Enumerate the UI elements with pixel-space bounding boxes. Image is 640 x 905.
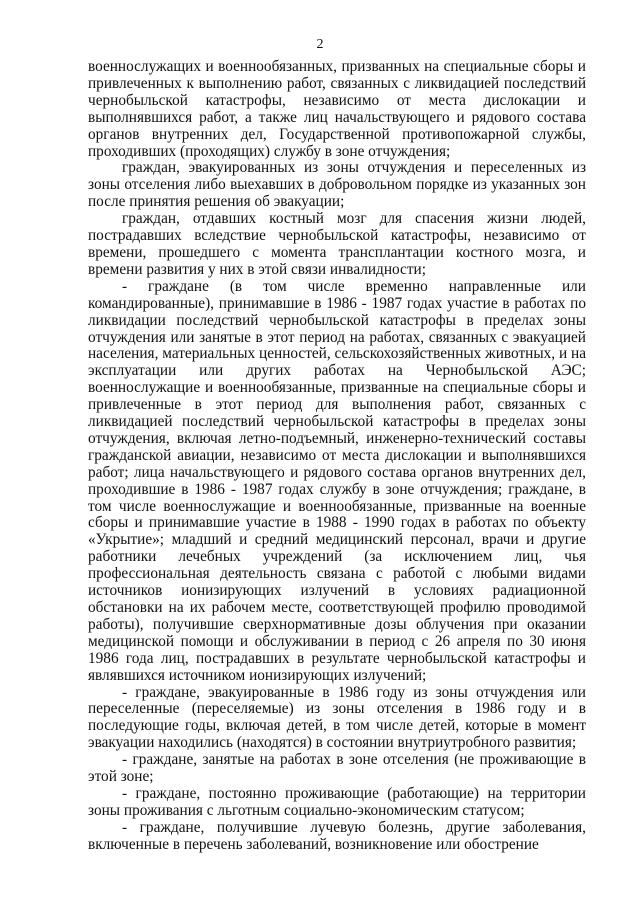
paragraph-preferential-status-residents: - граждане, постоянно проживающие (работающие) на территории зоны проживания с льготным социально-экономическим статусом;: [88, 784, 586, 819]
paragraph-resettlement-zone-workers: - граждане, занятые на работах в зоне отселения (не проживающие в этой зоне;: [88, 751, 586, 786]
paragraph-evacuated-citizens: граждан, эвакуированных из зоны отчуждения и переселенных из зоны отселения либо выехавших в добровольном порядке из указанных зон после принятия решения об эвакуации;: [88, 159, 586, 211]
paragraph-liquidators-1986-1987: - граждане (в том числе временно направленные или командированные), принимавшие в 1986 - 1987 годах участие в работах по ликвидации последствий чернобыльской катастрофы в пределах зоны отчуждения или занятые в этот период на работах, связанных с эвакуацией населения, материальных ценностей, сельскохозяйственных животных, и на эксплуатации или других работах на Чернобыльской АЭС; военнослужащие и военнообязанные, призванные на специальные сборы и привлеченные в этот период для выполнения работ, связанных с ликвидацией последствий чернобыльской катастрофы в пределах зоны отчуждения, включая летно-подъемный, инженерно-технический составы гражданской авиации, независимо от места дислокации и выполнявшихся работ; лица начальствующего и рядового состава органов внутренних дел, проходившие в 1986 - 1987 годах службу в зоне отчуждения; граждане, в том числе военнослужащие и военнообязанные, призванные на военные сборы и принимавшие участие в 1988 - 1990 годах в работах по объекту «Укрытие»; младший и средний медицинский персонал, врачи и другие работники лечебных учреждений (за исключением лиц, чья профессиональная деятельность связана с работой с любыми видами источников ионизирующих излучений в условиях радиационной обстановки на их рабочем месте, соответствующей профилю проводимой работы), получившие сверхнормативные дозы облучения при оказании медицинской помощи и обслуживании в период с 26 апреля по 30 июня 1986 года лиц, пострадавших в результате чернобыльской катастрофы и являвшихся источником ионизирующих излучений;: [88, 277, 586, 684]
paragraph-evacuated-1986: - граждане, эвакуированные в 1986 году из зоны отчуждения или переселенные (переселяемые) из зоны отселения в 1986 году и в последующие годы, включая детей, в том числе детей, которые в момент эвакуации находились (находятся) в состоянии внутриутробного развития;: [88, 683, 586, 752]
page-number: 2: [316, 37, 324, 52]
paragraph-bone-marrow-donors: граждан, отдавших костный мозг для спасения жизни людей, пострадавших вследствие чернобыльской катастрофы, независимо от времени, прошедшего с момента трансплантации костного мозга, и времени развития у них в этой связи инвалидности;: [88, 210, 586, 278]
paragraph-servicemen: военнослужащих и военнообязанных, призванных на специальные сборы и привлеченных к выполнению работ, связанных с ликвидацией последствий чернобыльской катастрофы, независимо от места дислокации и выполнявшихся работ, а также лиц начальствующего и рядового состава органов внутренних дел, Государственной противопожарной службы, проходивших (проходящих) службу в зоне отчуждения;: [88, 58, 586, 160]
paragraph-radiation-sickness: - граждане, получившие лучевую болезнь, другие заболевания, включенные в перечень заболеваний, возникновение или обострение: [88, 818, 586, 853]
document-body: [88, 59, 586, 854]
